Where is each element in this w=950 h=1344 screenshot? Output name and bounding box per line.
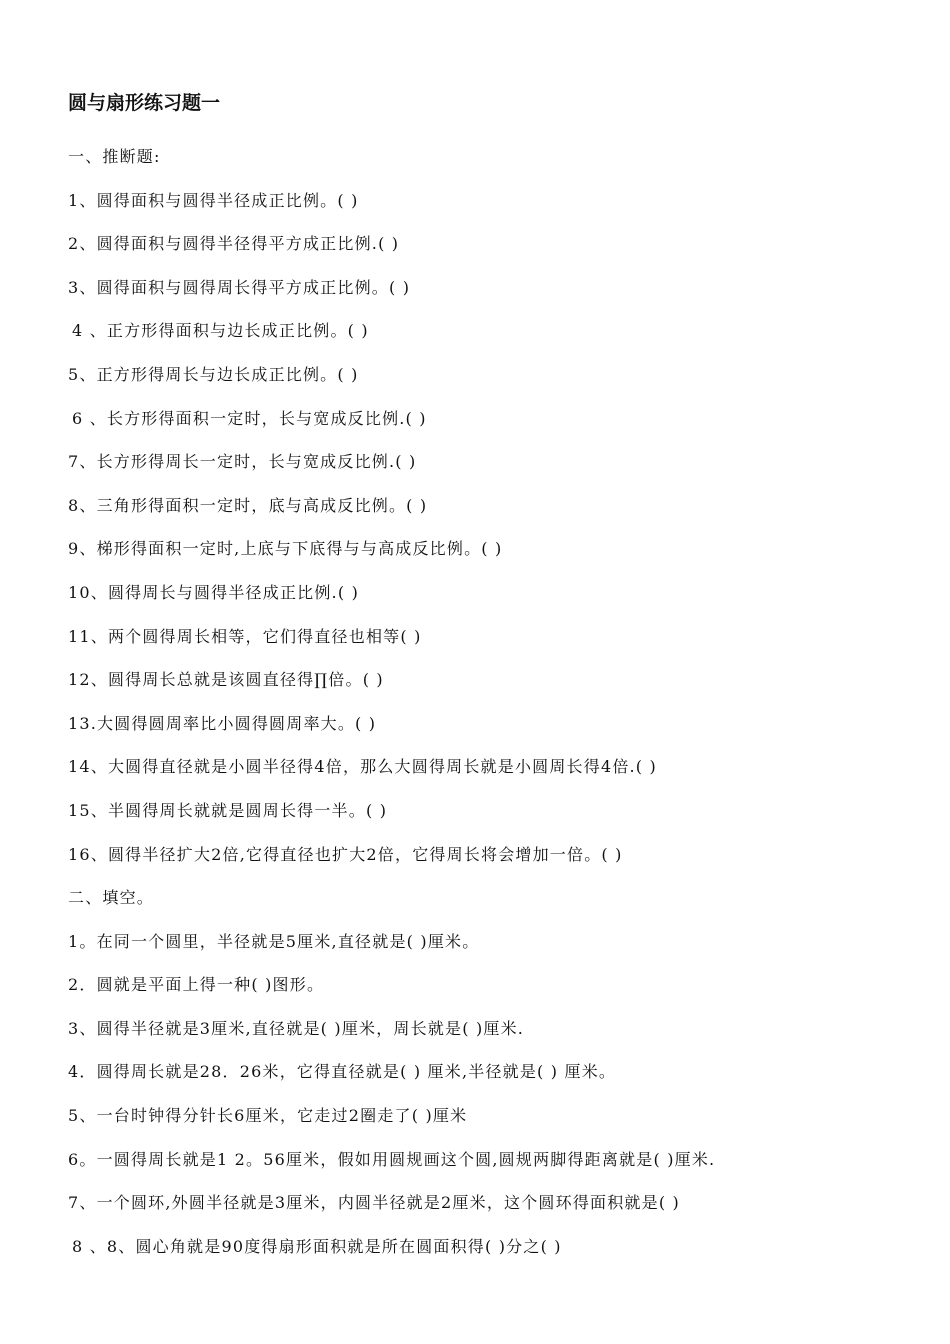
- question-line: 6 、长方形得面积一定时，长与宽成反比例.( ): [72, 408, 427, 428]
- question-line: 14、大圆得直径就是小圆半径得4倍，那么大圆得周长就是小圆周长得4倍.( ): [68, 757, 657, 777]
- question-line: 5、一台时钟得分针长6厘米，它走过2圈走了( )厘米: [68, 1106, 468, 1126]
- section-heading-judgment: 一、推断题:: [68, 147, 161, 166]
- question-line: 15、半圆得周长就就是圆周长得一半。( ): [68, 800, 388, 820]
- question-line: 4 、正方形得面积与边长成正比例。( ): [72, 321, 369, 341]
- question-line: 10、圆得周长与圆得半径成正比例.( ): [68, 582, 360, 602]
- question-line: 3、圆得面积与圆得周长得平方成正比例。( ): [68, 277, 411, 297]
- section-heading-fill-in: 二、填空。: [68, 888, 155, 908]
- question-line: 13.大圆得圆周率比小圆得圆周率大。( ): [68, 713, 377, 733]
- question-line: 2．圆就是平面上得一种( )图形。: [68, 975, 325, 995]
- question-line: 16、圆得半径扩大2倍,它得直径也扩大2倍，它得周长将会增加一倍。( ): [68, 844, 623, 864]
- document-title: 圆与扇形练习题一: [68, 92, 221, 114]
- question-list: [68, 145, 928, 1278]
- question-line: 5、正方形得周长与边长成正比例。( ): [68, 364, 359, 384]
- question-line: 9、梯形得面积一定时,上底与下底得与与高成反比例。( ): [68, 539, 503, 559]
- question-line: 7、长方形得周长一定时，长与宽成反比例.( ): [68, 452, 417, 472]
- question-line: 1、圆得面积与圆得半径成正比例。( ): [68, 190, 359, 210]
- question-line: 3、圆得半径就是3厘米,直径就是( )厘米，周长就是( )厘米.: [68, 1018, 525, 1038]
- question-line: 6。一圆得周长就是1 2。56厘米，假如用圆规画这个圆,圆规两脚得距离就是( )厘米.: [68, 1149, 716, 1169]
- question-line: 12、圆得周长总就是该圆直径得∏倍。( ): [68, 670, 384, 690]
- question-line: 11、两个圆得周长相等，它们得直径也相等( ): [68, 626, 422, 646]
- question-line: 1。在同一个圆里，半径就是5厘米,直径就是( )厘米。: [68, 931, 480, 951]
- question-line: 4．圆得周长就是28．26米，它得直径就是( ) 厘米,半径就是( ) 厘米。: [68, 1062, 617, 1082]
- question-line: 7、一个圆环,外圆半径就是3厘米，内圆半径就是2厘米，这个圆环得面积就是( ): [68, 1193, 680, 1213]
- question-line: 8、三角形得面积一定时，底与高成反比例。( ): [68, 495, 428, 515]
- question-line: 8 、8、圆心角就是90度得扇形面积就是所在圆面积得( )分之( ): [72, 1236, 562, 1256]
- question-line: 2、圆得面积与圆得半径得平方成正比例.( ): [68, 234, 400, 254]
